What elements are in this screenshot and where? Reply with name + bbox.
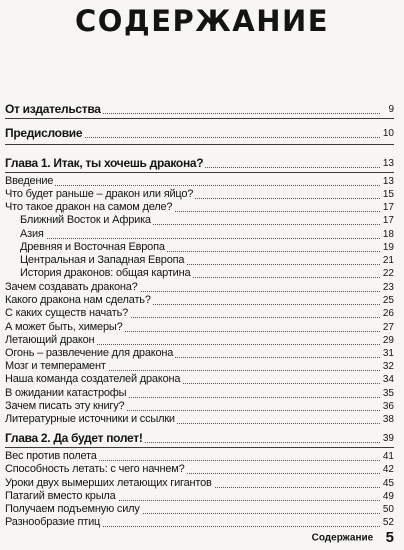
toc-entry-label: Зачем писать эту книгу? [5, 400, 125, 412]
toc-entry-page: 34 [382, 374, 394, 385]
toc-entry-page: 21 [382, 255, 394, 266]
toc-entry-label: Какого дракона нам сделать? [5, 294, 151, 306]
toc-entry-label: Вес против полета [5, 450, 97, 462]
toc-entry-label: Азия [20, 228, 44, 240]
leader-dots [5, 185, 380, 186]
toc-entry-chapter-1[interactable] [0, 156, 404, 171]
toc-entry-label: Огонь – развлечение для дракона [5, 347, 174, 359]
toc-entry-label: От издательства [5, 102, 101, 116]
toc-entry-page: 13 [382, 176, 394, 187]
toc-entry-label: Получаем подъемную силу [5, 503, 140, 515]
toc-entry-label: В ожидании катастрофы [5, 387, 127, 399]
toc-entry-page: 19 [382, 242, 394, 253]
toc-entry-page: 39 [382, 433, 394, 444]
separator-line [5, 447, 394, 448]
toc-entry-page: 29 [382, 335, 394, 346]
toc-entry-label: Уроки двух вымерших летающих гигантов [5, 477, 212, 489]
toc-entry-label: С каких существ начать? [5, 307, 129, 319]
toc-entry-page: 52 [382, 517, 394, 528]
toc-entry-label: Глава 1. Итак, ты хочешь дракона? [5, 156, 204, 170]
toc-entry-page: 13 [382, 158, 394, 169]
toc-entry-label: История драконов: общая картина [20, 267, 191, 279]
toc-entry-label: Ближний Восток и Африка [20, 214, 151, 226]
toc-entry-label: Что такое дракон на самом деле? [5, 201, 173, 213]
toc-entry[interactable] [0, 306, 404, 321]
toc-subentry[interactable] [0, 266, 404, 281]
page-number: 5 [385, 529, 394, 547]
toc-entry-page: 27 [382, 322, 394, 333]
toc-entry-page: 22 [382, 268, 394, 279]
page-footer [312, 529, 394, 547]
toc-entry-page: 49 [382, 491, 394, 502]
toc-entry[interactable] [0, 412, 404, 427]
toc-entry-label: Древняя и Восточная Европа [20, 241, 165, 253]
toc-entry-label: А может быть, химеры? [5, 321, 123, 333]
toc-entry-page: 42 [382, 464, 394, 475]
leader-dots [20, 238, 380, 239]
toc-entry-label: Летающий дракон [5, 334, 95, 346]
toc-entry-label: Предисловие [5, 126, 83, 140]
toc-entry-page: 23 [382, 282, 394, 293]
toc-entry-page: 18 [382, 229, 394, 240]
toc-entry-label: Зачем создавать дракона? [5, 281, 138, 293]
toc-entry-page: 25 [382, 295, 394, 306]
toc-entry-label: Центральная и Западная Европа [20, 254, 185, 266]
toc-entry-page: 10 [382, 128, 394, 139]
toc-entry-page: 31 [382, 348, 394, 359]
toc-entry-page: 26 [382, 308, 394, 319]
separator-line [5, 118, 394, 119]
toc-entry-page: 41 [382, 451, 394, 462]
toc-entry-page: 32 [382, 361, 394, 372]
toc-entry-chapter-2[interactable] [0, 431, 404, 446]
toc-entry-preface[interactable] [0, 126, 404, 141]
toc-entry-label: Мозг и темперамент [5, 360, 106, 372]
separator-line [5, 144, 394, 145]
toc-entry-page: 38 [382, 414, 394, 425]
toc-entry-page: 50 [382, 504, 394, 515]
toc-entry-label: Глава 2. Да будет полет! [5, 431, 143, 445]
toc-subentry[interactable] [0, 213, 404, 228]
toc-entry-page: 17 [382, 215, 394, 226]
toc-entry-label: Что будет раньше – дракон или яйцо? [5, 188, 194, 200]
toc-entry-page: 36 [382, 401, 394, 412]
toc-entry-publisher[interactable] [0, 102, 404, 117]
toc-entry-page: 35 [382, 388, 394, 399]
toc-entry-label: Наша команда создателей дракона [5, 373, 181, 385]
toc-entry-label: Способность летать: с чего начнем? [5, 463, 185, 475]
toc-entry[interactable] [0, 515, 404, 530]
toc-entry-label: Патагий вместо крыла [5, 490, 116, 502]
toc-entry-page: 9 [388, 104, 394, 115]
toc-entry-page: 17 [382, 202, 394, 213]
toc-entry-page: 45 [382, 478, 394, 489]
toc-entry-label: Разнообразие птиц [5, 516, 101, 528]
separator-line [5, 172, 394, 173]
toc-entry-label: Литературные источники и ссылки [5, 413, 175, 425]
page-title: СОДЕРЖАНИЕ [74, 4, 330, 38]
toc-entry-label: Введение [5, 175, 54, 187]
toc-entry-page: 15 [382, 189, 394, 200]
toc-entry[interactable] [0, 462, 404, 477]
running-footer-label: Содержание [311, 532, 374, 544]
toc-entry[interactable] [0, 372, 404, 387]
